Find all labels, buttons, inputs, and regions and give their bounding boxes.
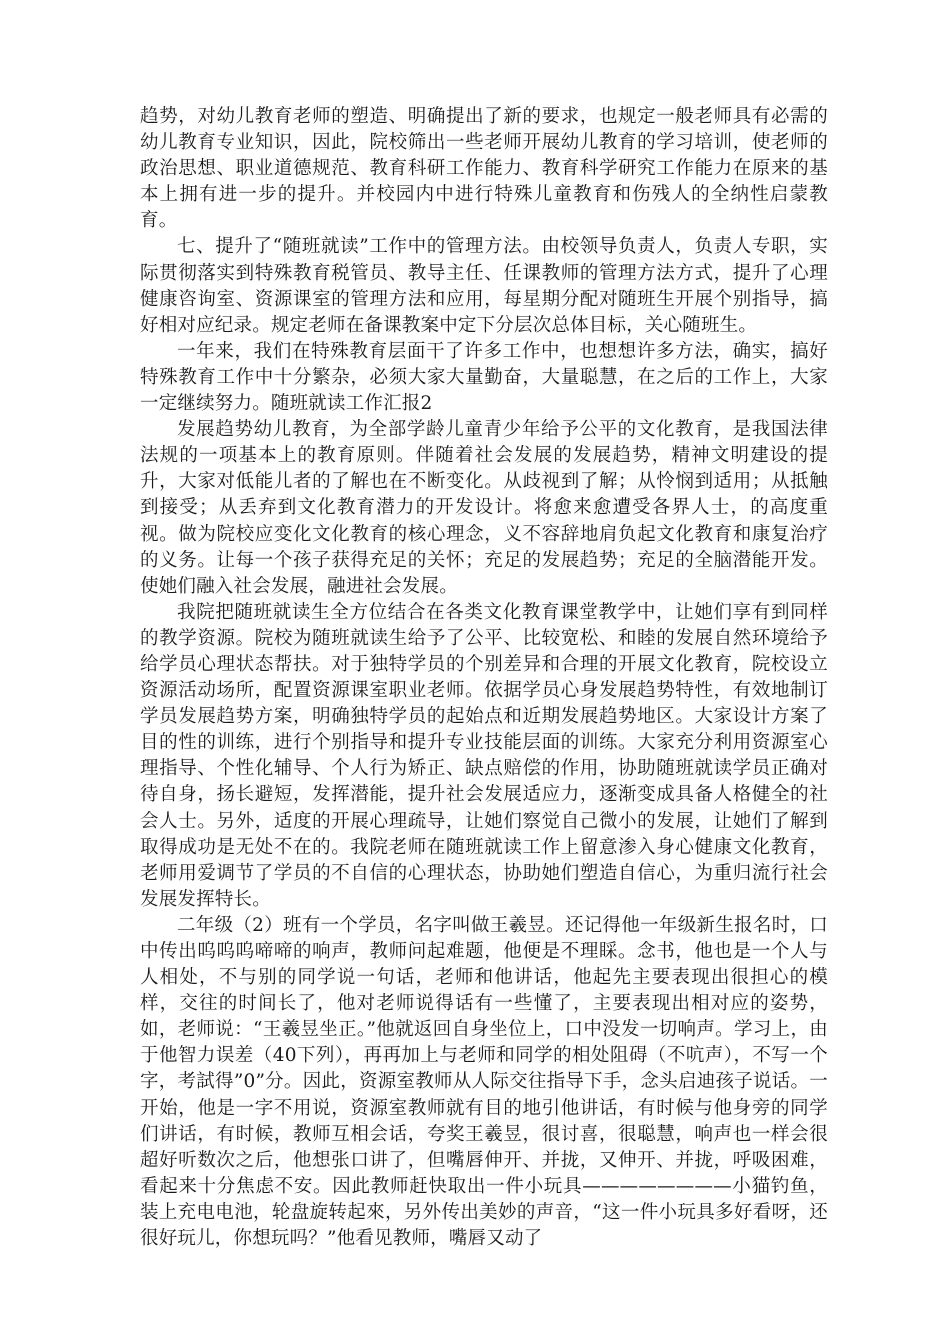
paragraph-2: 七、提升了“随班就读”工作中的管理方法。由校领导负责人，负责人专职，实际贯彻落实到特殊教育税管员、教导主任、任课教师的管理方法方式，提升了心理健康咨询室、资源课室的管理方法和应用，每星期分配对随班生开展个别指导，搞好相对应纪录。规定老师在备课教案中定下分层次总体目标，关心随班生。	[140, 236, 828, 336]
paragraph-1: 趋势，对幼儿教育老师的塑造、明确提出了新的要求，也规定一般老师具有必需的幼儿教育专业知识，因此，院校筛出一些老师开展幼儿教育的学习培训，使老师的政治思想、职业道德规范、教育科研工作能力、教育科学研究工作能力在原来的基本上拥有进一步的提升。并校园内中进行特殊儿童教育和伤残人的全纳性启蒙教育。	[140, 106, 828, 232]
paragraph-4: 发展趋势幼儿教育，为全部学龄儿童青少年给予公平的文化教育，是我国法律法规的一项基本上的教育原则。伴随着社会发展的发展趋势，精神文明建设的提升，大家对低能儿者的了解也在不断变化。从歧视到了解；从怜悯到适用；从抵触到接受；从丢弃到文化教育潜力的开发设计。将愈来愈遭受各界人士，的高度重视。做为院校应变化文化教育的核心理念，义不容辞地肩负起文化教育和康复治疗的义务。让每一个孩子获得充足的关怀；充足的发展趋势；充足的全脑潜能开发。使她们融入社会发展，融进社会发展。	[140, 419, 828, 597]
paragraph-5: 我院把随班就读生全方位结合在各类文化教育课堂教学中，让她们享有到同样的教学资源。院校为随班就读生给予了公平、比较宽松、和睦的发展自然环境给予给学员心理状态帮扶。对于独特学员的个别差异和合理的开展文化教育，院校设立资源活动场所，配置资源课室职业老师。依据学员心身发展趋势特性，有效地制订学员发展趋势方案，明确独特学员的起始点和近期发展趋势地区。大家设计方案了目的性的训练，进行个别指导和提升专业技能层面的训练。大家充分利用资源室心理指导、个性化辅导、个人行为矫正、缺点赔偿的作用，协助随班就读学员正确对待自身，扬长避短，发挥潜能，提升社会发展适应力，逐渐变成具备人格健全的社会人士。另外，适度的开展心理疏导，让她们察觉自己微小的发展，让她们了解到取得成功是无处不在的。我院老师在随班就读工作上留意渗入身心健康文化教育，老师用爱调节了学员的不自信的心理状态，协助她们塑造自信心，为重归流行社会发展发挥特长。	[140, 601, 828, 910]
paragraph-6: 二年级（2）班有一个学员，名字叫做王羲昱。还记得他一年级新生报名时，口中传出呜呜呜啼啼的响声，教师问起难题，他便是不理睬。念书，他也是一个人与人相处，不与别的同学说一句话，老师和他讲话，他起先主要表现出很担心的模样，交往的时间长了，他对老师说得话有一些懂了，主要表现出相对应的姿势，如，老师说：“王羲昱坐正。”他就返回自身坐位上，口中没发一切响声。学习上，由于他智力误差（40下列），再再加上与老师和同学的相处阻碍（不吭声），不写一个字，考試得”0”分。因此，资源室教师从人际交往指导下手，念头启迪孩子说话。一开始，他是一字不用说，资源室教师就有目的地引他讲话，有时候与他身旁的同学们讲话，有时候，教师互相会话，夸奖王羲昱，很讨喜，很聪慧，响声也一样会很超好听数次之后，他想张口讲了，但嘴唇伸开、并拢，又伸开、并拢，呼吸困难，看起来十分焦虑不安。因此教师赶快取出一件小玩具————————小猫钓鱼，装上充电电池，轮盘旋转起來，另外传出美妙的声音，“这一件小玩具多好看呀，还很好玩儿，你想玩吗？”他看见教师，嘴唇又动了	[140, 914, 828, 1250]
paragraph-3: 一年来，我们在特殊教育层面干了许多工作中，也想想许多方法，确实，搞好特殊教育工作中十分繁杂，必须大家大量勤奋，大量聪慧，在之后的工作上，大家一定继续努力。随班就读工作汇报2	[140, 340, 828, 415]
document-body	[140, 104, 828, 1252]
